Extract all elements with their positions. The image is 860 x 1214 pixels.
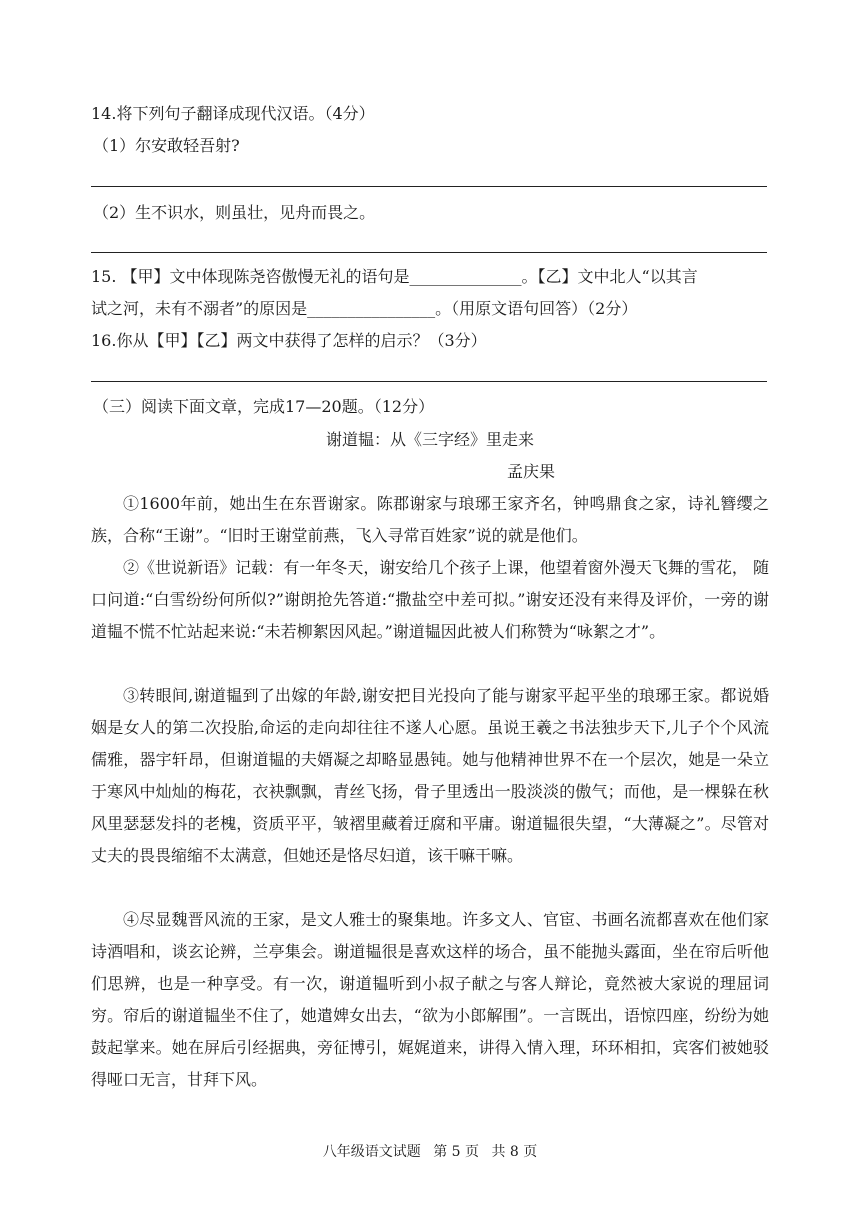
section-3-heading: （三）阅读下面文章，完成17—20题。（12分） [93, 397, 435, 416]
article-paragraph-3: ③转眼间,谢道韫到了出嫁的年龄,谢安把目光投向了能与谢家平起平坐的琅琊王家。都说婚姻是女人的第二次投胎,命运的走向却往往不遂人心愿。虽说王羲之书法独步天下,儿子个个风流儒雅，器宇轩昂，但谢道韫的夫婿凝之却略显愚钝。她与他精神世界不在一个层次，她是一朵立于寒风中灿灿的梅花，衣袂飘飘，青丝飞扬，骨子里透出一股淡淡的傲气；而他，是一棵躲在秋风里瑟瑟发抖的老槐，资质平平，皱褶里藏着迂腐和平庸。谢道韫很失望，“大薄凝之”。尽管对丈夫的畏畏缩缩不太满意，但她还是恪尽妇道，该干嘛干嘛。 [91, 686, 769, 865]
question-15-line-2: 试之河，未有不溺者”的原因是________________。（用原文语句回答）（2分） [91, 299, 638, 318]
answer-line-16[interactable] [91, 381, 767, 382]
footer-total-pages: 共 8 页 [491, 1144, 538, 1160]
answer-line-14-1[interactable] [91, 186, 767, 187]
question-14-prompt: 14.将下列句子翻译成现代汉语。（4分） [91, 104, 375, 123]
footer-page-number: 第 5 页 [433, 1144, 479, 1160]
question-14-sentence-1: （1）尔安敢轻吾射? [93, 136, 240, 155]
article-paragraph-2: ②《世说新语》记载：有一年冬天，谢安给几个孩子上课，他望着窗外漫天飞舞的雪花， 随口问道:“白雪纷纷何所似?”谢朗抢先答道:“撒盐空中差可拟。”谢安还没有来得及评价，一旁的谢道韫不慌不忙站起来说:“未若柳絮因风起。”谢道韫因此被人们称赞为“咏絮之才”。 [91, 558, 769, 641]
answer-line-14-2[interactable] [91, 252, 767, 253]
footer-subject: 八年级语文试题 [322, 1144, 421, 1160]
article-title: 谢道韫：从《三字经》里走来 [325, 430, 534, 449]
question-16-prompt: 16.你从【甲】【乙】两文中获得了怎样的启示？（3分） [91, 331, 487, 350]
question-15-line-1: 15. 【甲】文中体现陈尧咨傲慢无礼的语句是______________。【乙】文中北人“以其言 [91, 267, 698, 286]
article-author: 孟庆果 [507, 462, 556, 481]
article-paragraph-4: ④尽显魏晋风流的王家，是文人雅士的聚集地。许多文人、官宦、书画名流都喜欢在他们家诗酒唱和，谈玄论辨，兰亭集会。谢道韫很是喜欢这样的场合，虽不能抛头露面，坐在帘后听他们思辨，也是一种享受。有一次，谢道韫听到小叔子献之与客人辩论，竟然被大家说的理屈词穷。帘后的谢道韫坐不住了，她遣婢女出去，“欲为小郎解围”。一言既出，语惊四座，纷纷为她鼓起掌来。她在屏后引经据典，旁征博引，娓娓道来，讲得入情入理，环环相扣，宾客们被她驳得哑口无言，甘拜下风。 [91, 910, 769, 1089]
question-14-sentence-2: （2）生不识水，则虽壮，见舟而畏之。 [93, 203, 376, 222]
article-paragraph-1: ①1600年前，她出生在东晋谢家。陈郡谢家与琅琊王家齐名，钟鸣鼎食之家，诗礼簪缨之族，合称“王谢”。“旧时王谢堂前燕，飞入寻常百姓家”说的就是他们。 [91, 494, 769, 545]
page-footer [0, 1143, 860, 1161]
